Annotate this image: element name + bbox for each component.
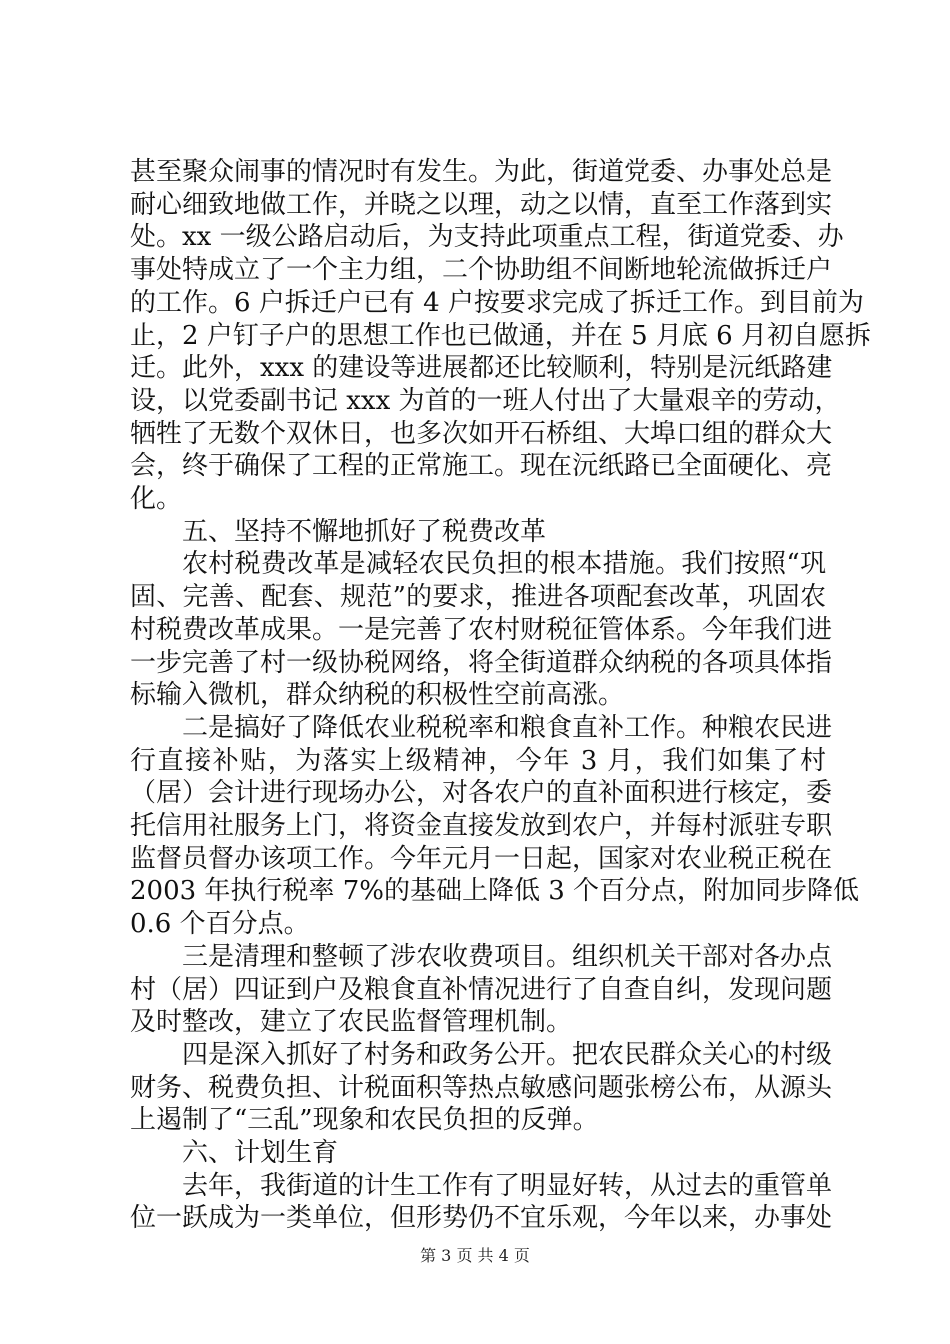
text-line: 三是清理和整顿了涉农收费项目。组织机关干部对各办点	[182, 941, 833, 972]
text-line: 农村税费改革是减轻农民负担的根本措施。我们按照“巩	[182, 549, 826, 580]
text-line: 村税费改革成果。一是完善了农村财税征管体系。今年我们进	[130, 614, 833, 645]
text-line: 上遏制了“三乱”现象和农民负担的反弹。	[130, 1105, 599, 1136]
text-line: 六、计划生育	[182, 1138, 339, 1168]
text-line: 位一跃成为一类单位，但形势仍不宜乐观，今年以来，办事处	[130, 1203, 833, 1234]
text-line: 固、完善、配套、规范”的要求，推进各项配套改革，巩固农	[130, 582, 826, 613]
text-line: 的工作。6 户拆迁户已有 4 户按要求完成了拆迁工作。到目前为	[130, 287, 864, 318]
text-line: 监督员督办该项工作。今年元月一日起，国家对农业税正税在	[130, 843, 833, 874]
text-line: 托信用社服务上门，将资金直接发放到农户，并每村派驻专职	[130, 811, 833, 841]
text-line: 0.6 个百分点。	[130, 909, 310, 940]
text-line: 二是搞好了降低农业税税率和粮食直补工作。种粮农民进	[182, 712, 833, 743]
text-line: 设，以党委副书记 xxx 为首的一班人付出了大量艰辛的劳动，	[130, 385, 841, 416]
text-line: 财务、税费负担、计税面积等热点敏感问题张榜公布，从源头	[130, 1072, 833, 1103]
text-line: 会，终于确保了工程的正常施工。现在沅纸路已全面硬化、亮	[130, 451, 833, 482]
text-line: 止，2 户钉子户的思想工作也已做通，并在 5 月底 6 月初自愿拆	[130, 320, 871, 351]
text-line: 标输入微机，群众纳税的积极性空前高涨。	[130, 680, 625, 711]
text-line: 处。xx 一级公路启动后，为支持此项重点工程，街道党委、办	[130, 222, 844, 253]
text-line: 耐心细致地做工作，并晓之以理，动之以情，直至工作落到实	[130, 189, 833, 220]
page-footer: 第 3 页 共 4 页	[420, 1246, 530, 1265]
text-line: 去年，我街道的计生工作有了明显好转，从过去的重管单	[182, 1170, 833, 1201]
text-line: 2003 年执行税率 7%的基础上降低 3 个百分点，附加同步降低	[130, 876, 860, 907]
text-line: 化。	[130, 484, 183, 514]
text-line: 五、坚持不懈地抓好了税费改革	[182, 516, 547, 547]
text-line: （居）会计进行现场办公，对各农户的直补面积进行核定，委	[130, 778, 833, 809]
text-line: 行直接补贴，为落实上级精神，今年 3 月，我们如集了村	[130, 745, 826, 776]
text-line: 一步完善了村一级协税网络，将全街道群众纳税的各项具体指	[130, 647, 833, 678]
text-line: 迁。此外，xxx 的建设等进展都还比较顺利，特别是沅纸路建	[130, 353, 833, 384]
text-line: 甚至聚众闹事的情况时有发生。为此，街道党委、办事处总是	[130, 157, 833, 187]
text-line: 事处特成立了一个主力组，二个协助组不间断地轮流做拆迁户	[130, 255, 833, 286]
text-line: 牺牲了无数个双休日，也多次如开石桥组、大埠口组的群众大	[130, 418, 833, 449]
text-line: 村（居）四证到户及粮食直补情况进行了自查自纠，发现问题	[130, 974, 833, 1005]
text-line: 四是深入抓好了村务和政务公开。把农民群众关心的村级	[182, 1039, 833, 1070]
text-line: 及时整改，建立了农民监督管理机制。	[130, 1007, 573, 1038]
